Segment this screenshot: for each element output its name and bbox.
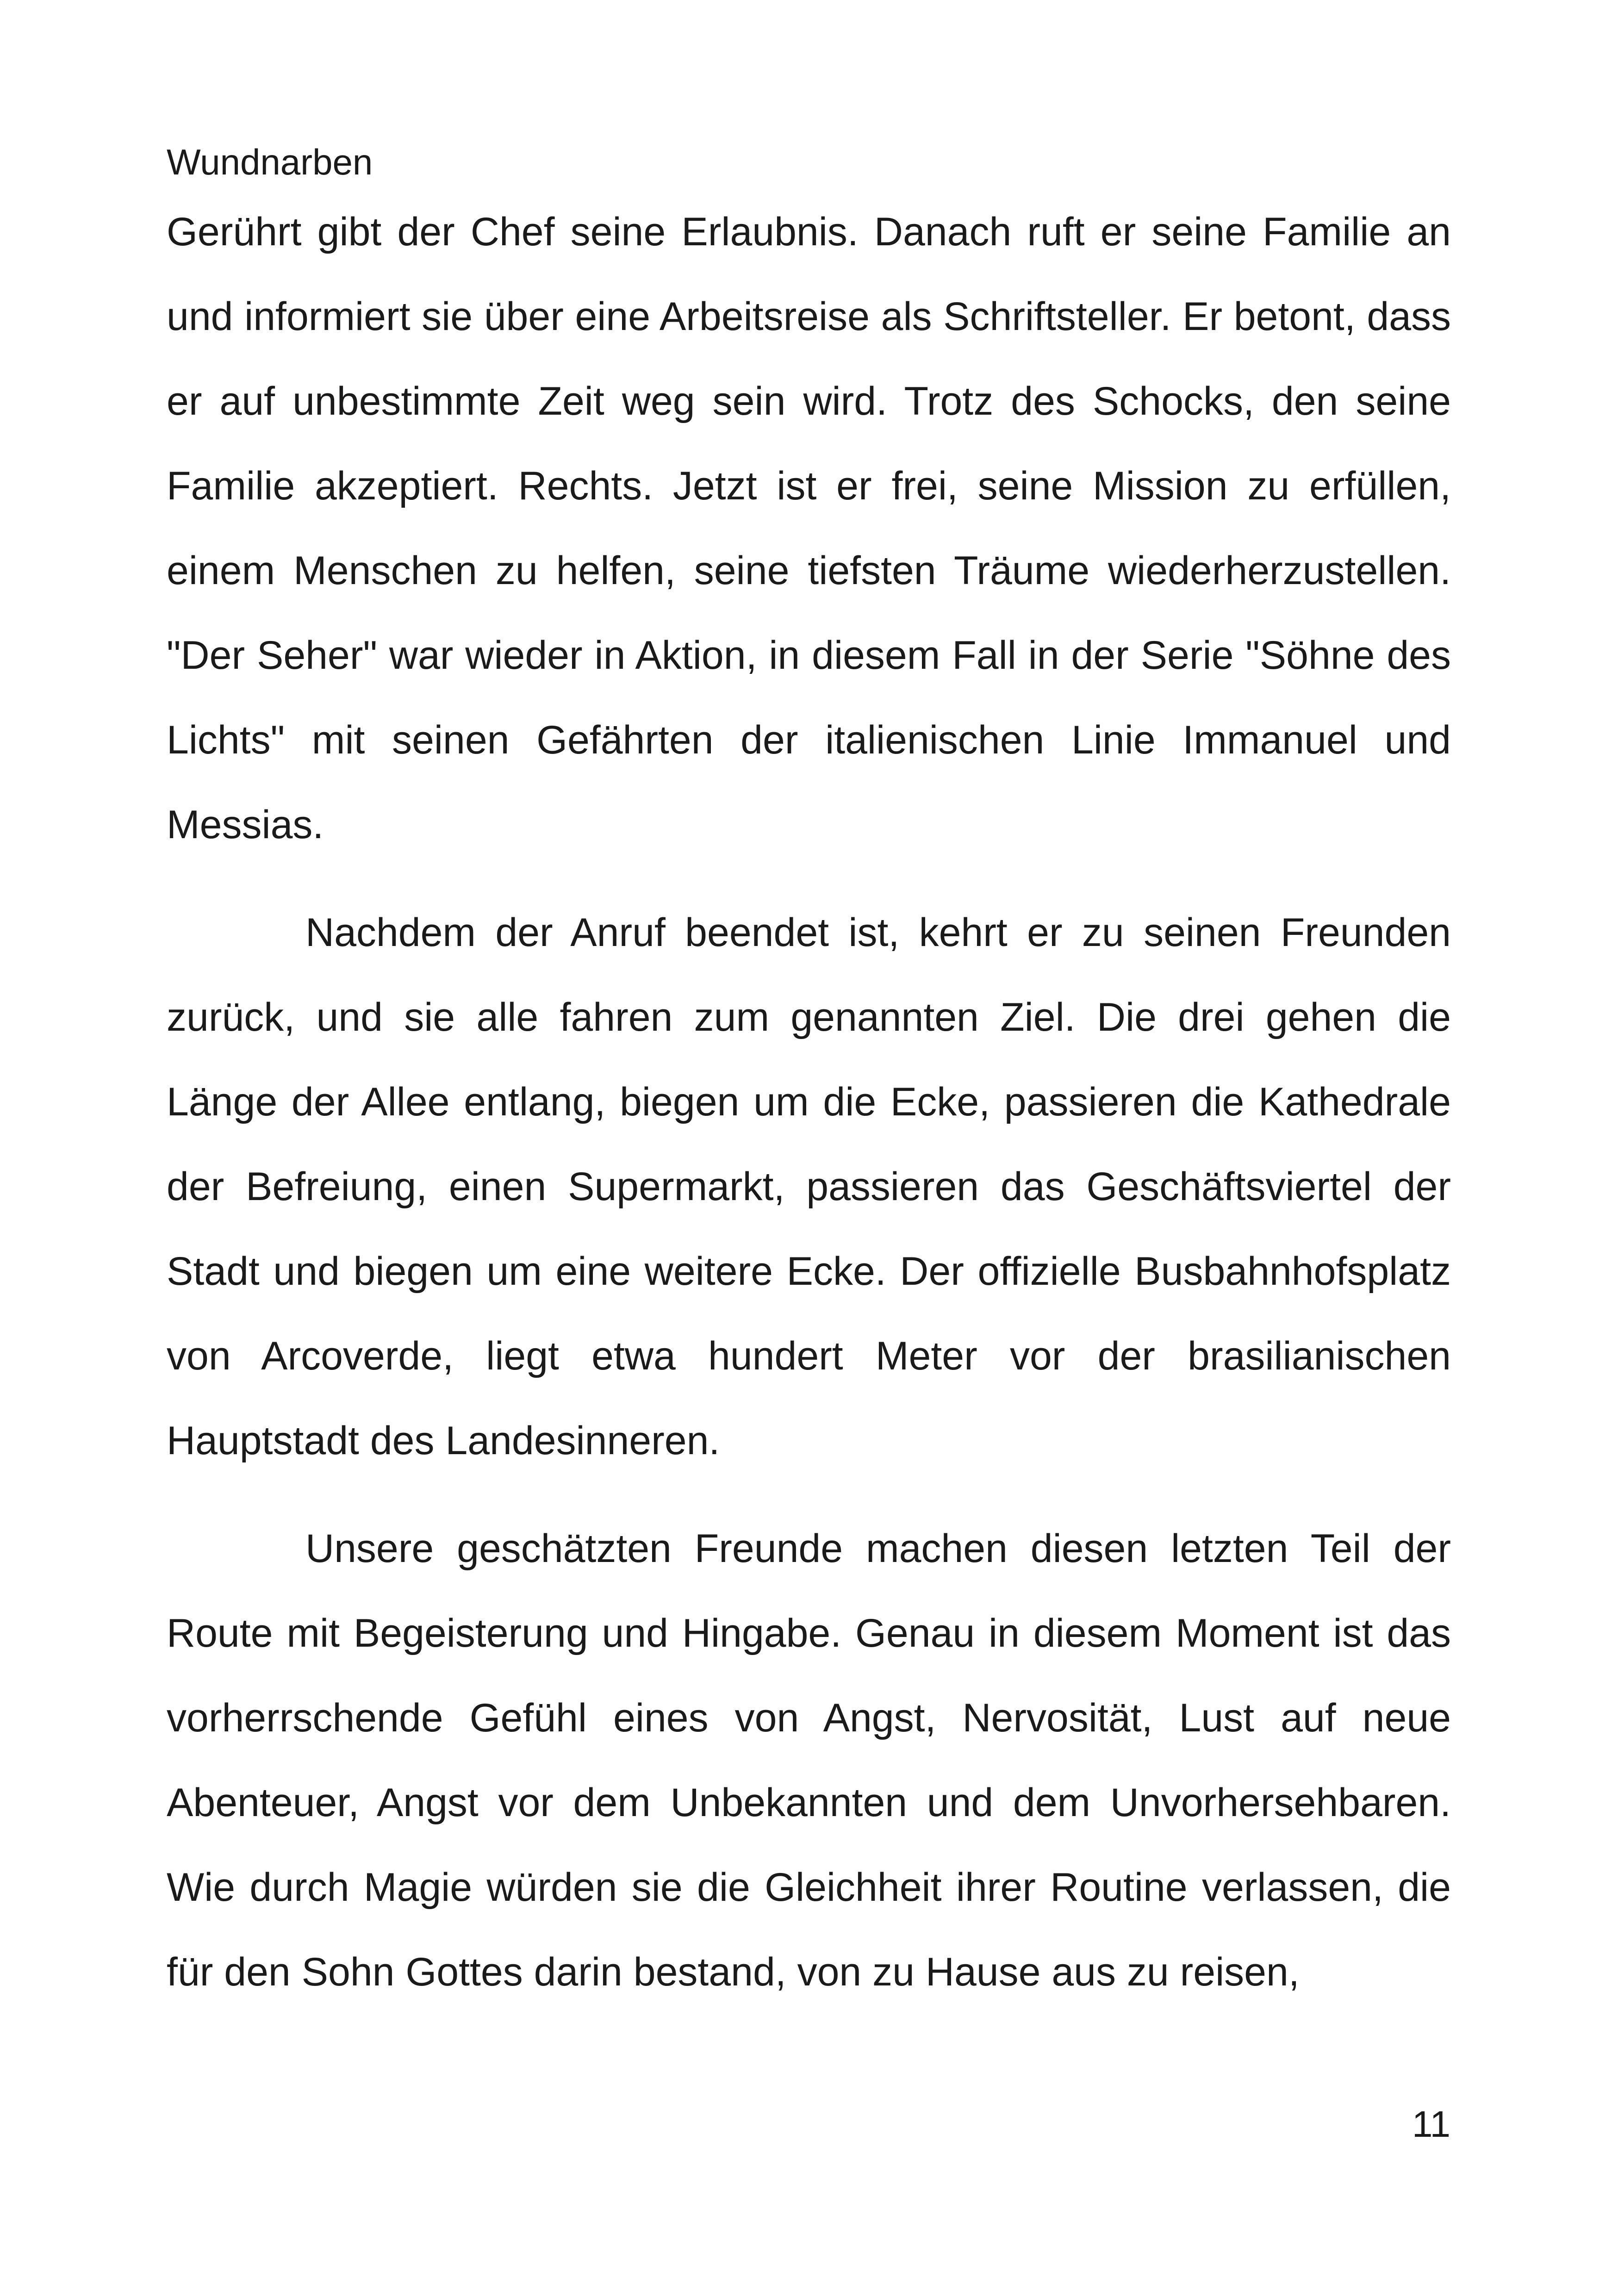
paragraph-2: Nachdem der Anruf beendet ist, kehrt er zu seinen Freunden zurück, und sie alle fahren zum genannten Ziel. Die drei gehen die Länge der Allee entlang, biegen um die Ecke, passieren die Kathedrale der Befreiung, einen Supermarkt, passieren das Geschäftsviertel der Stadt und biegen um eine weitere Ecke. Der offizielle Busbahnhofsplatz von Arcoverde, liegt etwa hundert Meter vor der brasilianischen Hauptstadt des Landesinneren.: [167, 910, 1451, 1463]
paragraph-3: Unsere geschätzten Freunde machen diesen letzten Teil der Route mit Begeisterung und Hingabe. Genau in diesem Moment ist das vorherrschende Gefühl eines von Angst, Nervosität, Lust auf neue Abenteuer, Angst vor dem Unbekannten und dem Unvorhersehbaren. Wie durch Magie würden sie die Gleichheit ihrer Routine verlassen, die für den Sohn Gottes darin bestand, von zu Hause aus zu reisen,: [167, 1526, 1451, 1994]
body-text: [167, 190, 1451, 2038]
paragraph-1: Gerührt gibt der Chef seine Erlaubnis. Danach ruft er seine Familie an und informiert sie über eine Arbeitsreise als Schriftsteller. Er betont, dass er auf unbestimmte Zeit weg sein wird. Trotz des Schocks, den seine Familie akzeptiert. Rechts. Jetzt ist er frei, seine Mission zu erfüllen, einem Menschen zu helfen, seine tiefsten Träume wiederherzustellen. "Der Seher" war wieder in Aktion, in diesem Fall in der Serie "Söhne des Lichts" mit seinen Gefährten der italienischen Linie Immanuel und Messias.: [167, 210, 1451, 847]
page-number: 11: [1412, 2103, 1450, 2145]
running-header: Wundnarben: [167, 142, 373, 182]
